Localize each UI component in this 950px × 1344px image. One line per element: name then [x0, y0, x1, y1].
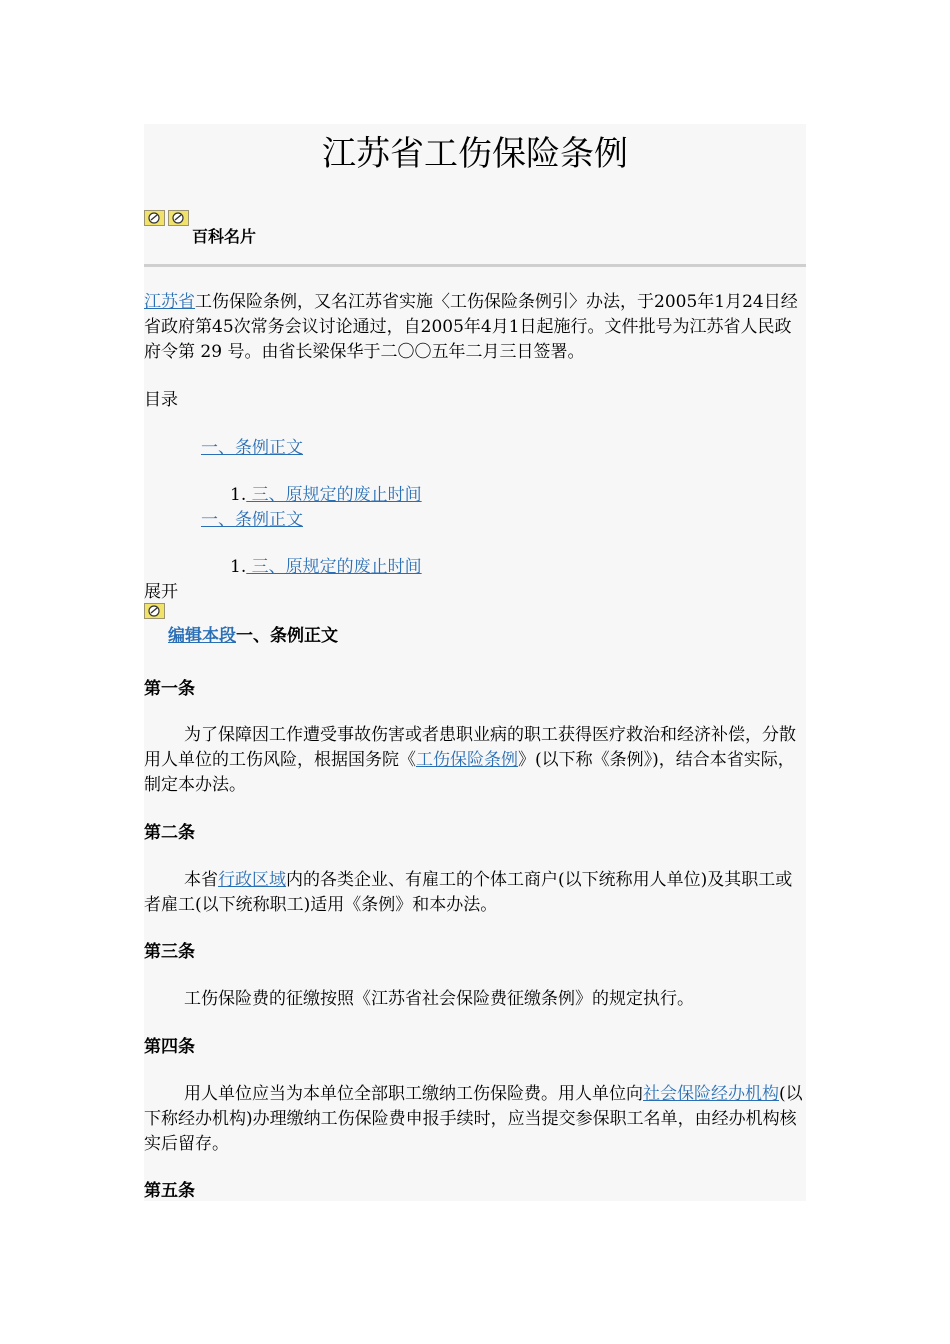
toc-item[interactable]: 一、条例正文: [201, 438, 303, 458]
toc-label: 目录: [144, 390, 178, 410]
image-placeholder-icon: [144, 210, 165, 226]
image-placeholder-icon: [144, 603, 165, 619]
card-label: 百科名片: [192, 227, 257, 246]
toc-expand[interactable]: 展开: [144, 582, 178, 602]
article-paragraph: 工伤保险费的征缴按照《江苏省社会保险费征缴条例》的规定执行。: [184, 989, 694, 1009]
section-heading: 编辑本段一、条例正文: [168, 626, 338, 646]
document-page: [144, 124, 806, 1201]
article-heading: 第五条: [144, 1181, 195, 1201]
page-title: 江苏省工伤保险条例: [322, 134, 628, 174]
edit-section-link[interactable]: 编辑本段: [168, 626, 236, 646]
article-link[interactable]: 工伤保险条例: [416, 750, 518, 770]
intro-paragraph: [144, 290, 806, 365]
toc-item[interactable]: 一、条例正文: [201, 510, 303, 530]
article-heading: 第三条: [144, 942, 195, 962]
article-heading: 第二条: [144, 823, 195, 843]
article-paragraph: 为了保障因工作遭受事故伤害或者患职业病的职工获得医疗救治和经济补偿，分散用人单位的工伤风险，根据国务院《工伤保险条例》(以下称《条例》)，结合本省实际，制定本办法。: [144, 725, 796, 795]
article-link[interactable]: 行政区域: [218, 870, 286, 890]
article-heading: 第四条: [144, 1037, 195, 1057]
article-heading: 第一条: [144, 679, 195, 699]
toc-item[interactable]: 1. 三、原规定的废止时间: [230, 485, 422, 505]
intro-text: 工伤保险条例，又名江苏省实施〈工伤保险条例引〉办法，于2005年1月24日经省政府第45次常务会议讨论通过，自2005年4月1日起施行。文件批号为江苏省人民政府令第 29 号。由省长梁保华于二〇〇五年二月三日签署。: [144, 292, 798, 362]
article-paragraph: 用人单位应当为本单位全部职工缴纳工伤保险费。用人单位向社会保险经办机构(以下称经办机构)办理缴纳工伤保险费申报手续时，应当提交参保职工名单，由经办机构核实后留存。: [144, 1084, 803, 1154]
toc-item[interactable]: 1. 三、原规定的废止时间: [230, 557, 422, 577]
divider: [144, 264, 806, 267]
article-paragraph: 本省行政区域内的各类企业、有雇工的个体工商户(以下统称用人单位)及其职工或者雇工(以下统称职工)适用《条例》和本办法。: [144, 870, 793, 915]
intro-link[interactable]: 江苏省: [144, 292, 195, 312]
image-placeholder-icon: [168, 210, 189, 226]
article-link[interactable]: 社会保险经办机构: [643, 1084, 779, 1104]
